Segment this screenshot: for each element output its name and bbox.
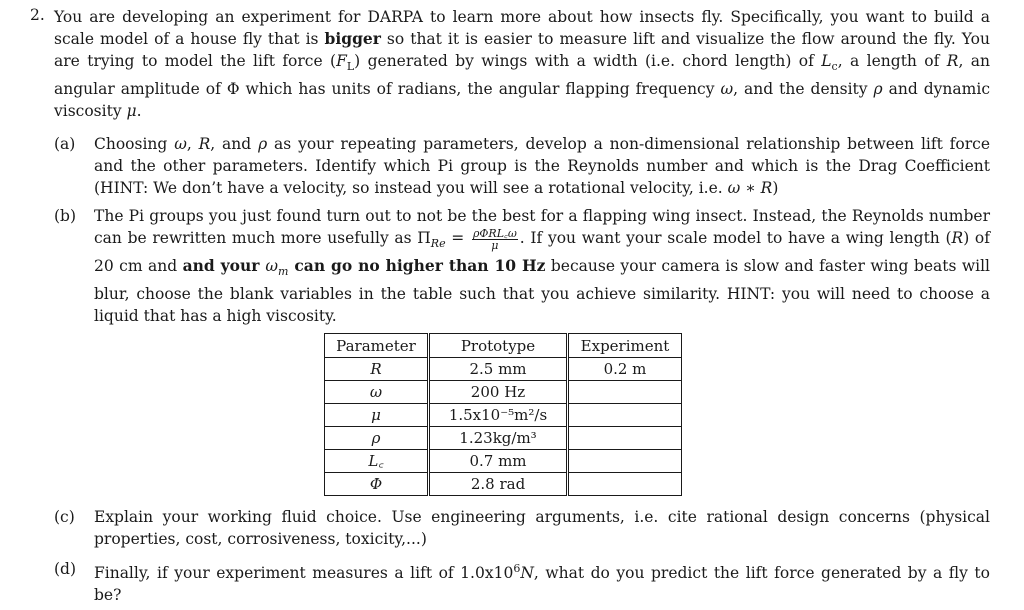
part-a-text: Choosing ω, R, and ρ as your repeating parameters, develop a non-dimensional relationship between lift force and the other parameters. Identify which Pi group is the Reynolds number and which is the Drag Coefficient (HINT: We don’t have a velocity, so instead you will see a rotational velocity, i.e. ω ∗ R) [94, 135, 991, 198]
experiment-cell [568, 450, 682, 473]
table-row [325, 450, 682, 473]
table-row [325, 358, 682, 381]
param-cell: ρ [325, 427, 429, 450]
part-b-text: The Pi groups you just found turn out to not be the best for a flapping wing insect. Instead, the Reynolds number can be rewritten much more usefully as $\Pi_{Re}$ = $\frac{\text{ρΦRL꜀ω}}{\mu}$ . If you want your scale model to have a wing length (R) of 20 cm and and your $\omega_m$ can go no higher than 10 Hz because your camera is slow and faster wing beats will blur, choose the blank variables in the table such that you achieve similarity. HINT: you will need to choose a liquid that has a high viscosity. [94, 207, 991, 326]
part-d [54, 558, 990, 606]
param-cell: ω [325, 381, 429, 404]
table-row [325, 473, 682, 496]
part-d-label: (d) [54, 560, 77, 579]
part-a [54, 133, 990, 199]
param-cell: R [325, 358, 429, 381]
prototype-cell: 2.8 rad [429, 473, 568, 496]
param-cell: μ [325, 404, 429, 427]
experiment-cell [568, 427, 682, 450]
table-row [325, 381, 682, 404]
param-cell: Φ [325, 473, 429, 496]
experiment-cell: 0.2 m [568, 358, 682, 381]
part-c-text: Explain your working fluid choice. Use engineering arguments, i.e. cite rational design concerns (physical properties, cost, corrosiveness, toxicity,...) [94, 508, 990, 549]
header-experiment: Experiment [568, 334, 682, 358]
problem-number: 2. [30, 6, 45, 24]
part-c [54, 506, 990, 550]
prototype-cell: 1.23kg/m³ [429, 427, 568, 450]
param-cell: L꜀ [325, 450, 429, 473]
prototype-cell: 0.7 mm [429, 450, 568, 473]
header-parameter: Parameter [325, 334, 429, 358]
part-a-label: (a) [54, 135, 76, 154]
header-prototype: Prototype [429, 334, 568, 358]
table-row [325, 427, 682, 450]
part-b [54, 205, 990, 496]
experiment-cell [568, 473, 682, 496]
parameter-table [324, 333, 682, 496]
prototype-cell: 2.5 mm [429, 358, 568, 381]
prototype-cell: 1.5x10⁻⁵m²/s [429, 404, 568, 427]
part-d-text: Finally, if your experiment measures a lift of $1.0x10^6N$, what do you predict the lift force generated by a fly to be? [94, 562, 990, 605]
part-b-label: (b) [54, 207, 77, 226]
reynolds-fraction: $\frac{\text{ρΦRL꜀ω}}{\mu}$ [472, 226, 517, 252]
table-header-row [325, 334, 682, 358]
parameter-table-wrap [324, 333, 990, 496]
part-c-label: (c) [54, 508, 75, 527]
table-row [325, 404, 682, 427]
problem-stem: You are developing an experiment for DARPA to learn more about how insects fly. Specifically, you want to build a scale model of a house fly that is bigger so that it is easier to measure lift and visualize the flow around the fly. You are trying to model the lift force $(F_L)$ generated by wings with a width (i.e. chord length) of $L_c$, a length of R, an angular amplitude of Φ which has units of radians, the angular flapping frequency ω, and the density ρ and dynamic viscosity μ. [54, 8, 990, 121]
experiment-cell [568, 381, 682, 404]
prototype-cell: 200 Hz [429, 381, 568, 404]
problem-2 [30, 6, 990, 606]
experiment-cell [568, 404, 682, 427]
